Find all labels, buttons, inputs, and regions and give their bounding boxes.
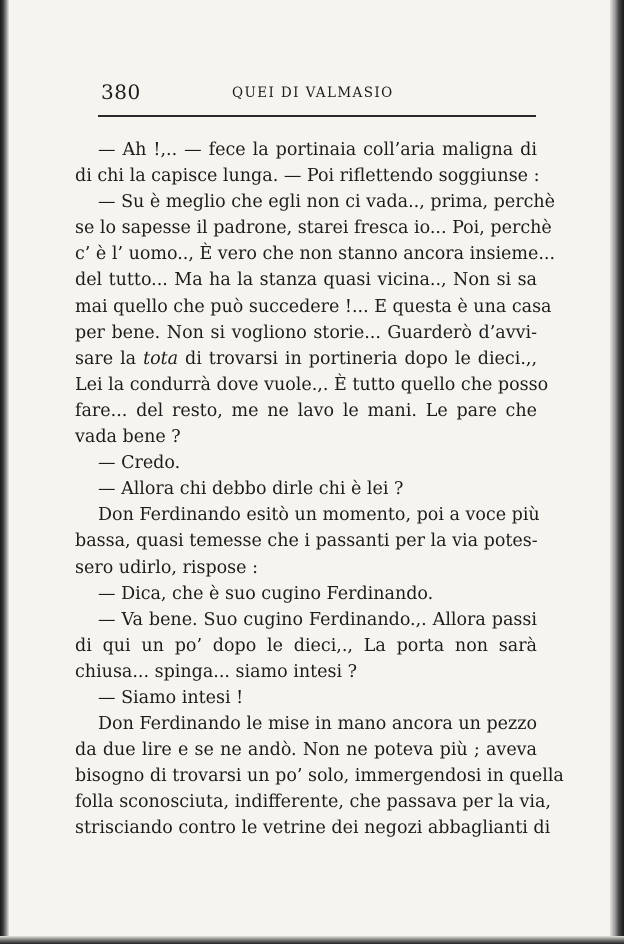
text-line: di qui un po’ dopo le dieci,., La porta non sarà [75, 635, 537, 656]
text-line: sero udirlo, rispose : [75, 557, 258, 578]
text-line: chiusa... spinga... siamo intesi ? [75, 661, 358, 682]
text-line: — Su è meglio che egli non ci vada.., prima, perchè [98, 192, 556, 213]
text-line: — Va bene. Suo cugino Ferdinando.,. Allora passi [98, 609, 537, 630]
scan-edge-left [0, 0, 9, 944]
page-header [101, 80, 535, 106]
text-line: folla sconosciuta, indifferente, che passava per la via, [75, 792, 551, 813]
text-line: Lei la condurrà dove vuole.,. È tutto quello che posso [75, 374, 549, 395]
text-line: del tutto... Ma ha la stanza quasi vicina.., Non si sa [75, 270, 537, 291]
text-line: Don Ferdinando le mise in mano ancora un pezzo [98, 714, 537, 735]
text-segment: di trovarsi in portineria dopo le dieci.,, [178, 348, 538, 369]
text-line [75, 346, 537, 372]
scan-edge-right [610, 0, 624, 944]
running-title: QUEI DI VALMASIO [232, 85, 394, 101]
text-line: bisogno di trovarsi un po’ solo, immergendosi in quella [75, 766, 564, 787]
body-text [75, 137, 564, 842]
text-segment: sare la [75, 348, 144, 369]
text-line: — Ah !,.. — fece la portinaia coll’aria maligna di [98, 140, 537, 160]
italic-word: tota [143, 348, 179, 369]
header-rule [98, 115, 536, 117]
text-line: se lo sapesse il padrone, starei fresca io... Poi, perchè [75, 218, 552, 239]
text-line: — Allora chi debbo dirle chi è lei ? [98, 479, 404, 500]
text-line: — Siamo intesi ! [98, 687, 244, 708]
text-line: vada bene ? [75, 427, 181, 448]
text-line: bassa, quasi temesse che i passanti per la via potes- [75, 531, 538, 552]
text-line: mai quello che può succedere !... E questa è una casa [75, 296, 552, 317]
text-line: per bene. Non si vogliono storie... Guarderò d’avvi- [75, 322, 537, 343]
text-line: — Credo. [98, 453, 181, 474]
page-number: 380 [101, 80, 141, 104]
text-line: — Dica, che è suo cugino Ferdinando. [98, 583, 434, 604]
scan-edge-bottom [0, 936, 624, 944]
text-line: strisciando contro le vetrine dei negozi abbaglianti di [75, 818, 551, 839]
text-line: c’ è l’ uomo.., È vero che non stanno ancora insieme... [75, 244, 556, 265]
text-line: da due lire e se ne andò. Non ne poteva più ; aveva [75, 740, 537, 761]
text-line: di chi la capisce lunga. — Poi riflettendo soggiunse : [75, 166, 540, 187]
text-line: fare... del resto, me ne lavo le mani. Le pare che [75, 400, 537, 421]
text-line: Don Ferdinando esitò un momento, poi a voce più [98, 505, 540, 526]
